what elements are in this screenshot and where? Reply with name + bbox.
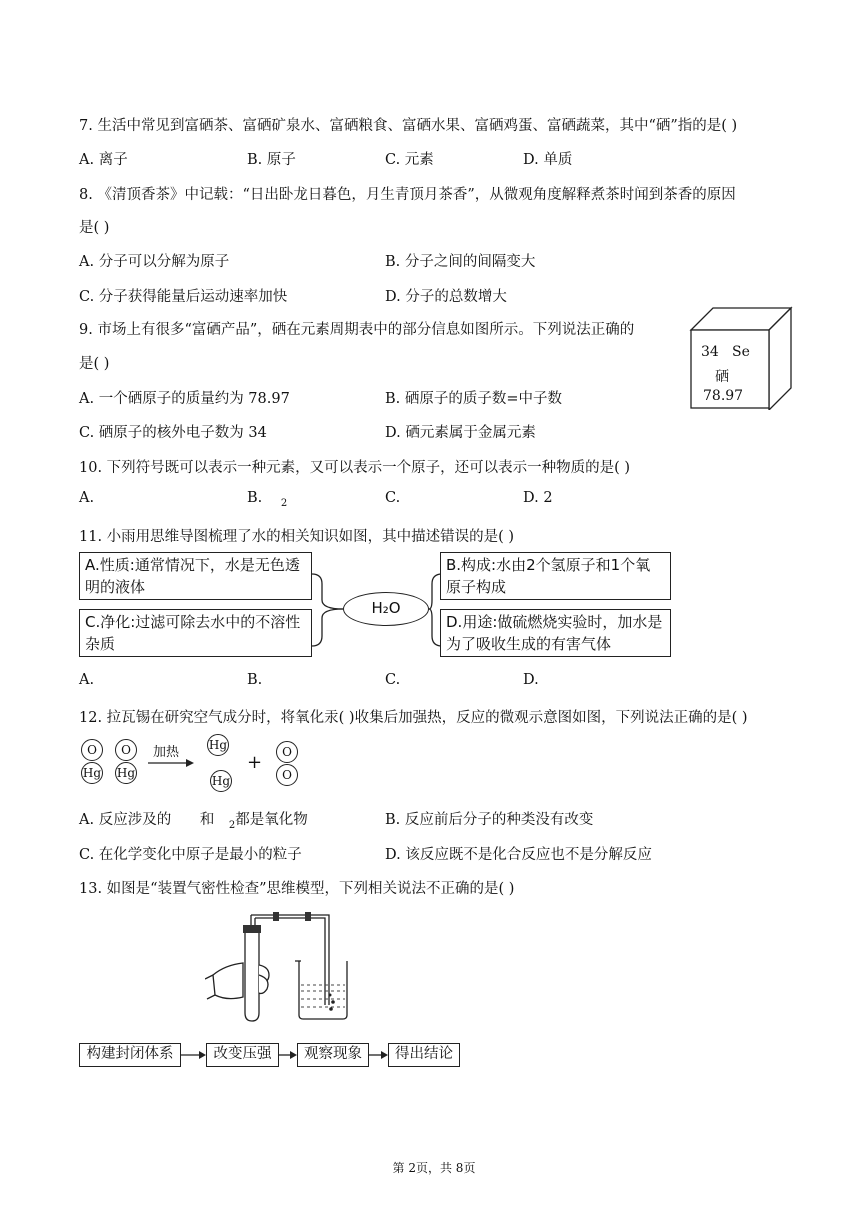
q10-option-b — [247, 490, 287, 509]
flow-arrow-icon — [181, 1050, 207, 1060]
atom-hg: Hg — [115, 762, 137, 784]
atom-hg: Hg — [207, 734, 229, 756]
q10-option-d: D. 2 — [523, 490, 553, 506]
flow-step-3: 观察现象 — [297, 1043, 369, 1067]
element-name: 硒 — [715, 369, 729, 385]
q7-option-b: B. 原子 — [247, 152, 296, 168]
q12-option-b: B. 反应前后分子的种类没有改变 — [385, 812, 594, 828]
atom-hg: Hg — [81, 762, 103, 784]
q10-option-c: C. — [385, 490, 401, 506]
flow-step-1: 构建封闭体系 — [79, 1043, 181, 1067]
flow-step-4: 得出结论 — [388, 1043, 460, 1067]
arrow-label-heat: 加热 — [153, 745, 180, 760]
q7-option-d: D. 单质 — [523, 152, 573, 168]
q13-stem: 13. 如图是“装置气密性检查”思维模型，下列相关说法不正确的是( ) — [79, 881, 515, 897]
atom-o: O — [81, 739, 103, 761]
element-symbol: Se — [732, 344, 750, 360]
q8-option-a: A. 分子可以分解为原子 — [79, 254, 230, 270]
q7-option-c: C. 元素 — [385, 152, 434, 168]
plus-sign: + — [247, 752, 263, 773]
q12-option-a — [79, 808, 308, 831]
q9-option-c: C. 硒原子的核外电子数为 34 — [79, 425, 267, 441]
mindmap-box-a: A.性质:通常情况下，水是无色透明的液体 — [79, 552, 312, 600]
atom-o: O — [276, 741, 298, 763]
q9-stem-line1: 9. 市场上有很多“富硒产品”，硒在元素周期表中的部分信息如图所示。下列说法正确的 — [79, 322, 635, 338]
mindmap-box-d: D.用途:做硫燃烧实验时，加水是为了吸收生成的有害气体 — [440, 609, 671, 657]
q8-option-b: B. 分子之间的间隔变大 — [385, 254, 536, 270]
q8-stem-line2: 是( ) — [79, 220, 110, 236]
selenium-element-card — [689, 306, 793, 410]
q12-stem: 12. 拉瓦锡在研究空气成分时，将氧化汞( )收集后加强热，反应的微观示意图如图，下列说法正确的是( ) — [79, 710, 748, 726]
q12-option-a-subscript: 2 — [228, 819, 236, 831]
q9-option-b: B. 硒原子的质子数=中子数 — [385, 391, 563, 407]
mindmap-center-h2o: H₂O — [343, 592, 429, 626]
atom-o: O — [115, 739, 137, 761]
q11-stem: 11. 小雨用思维导图梳理了水的相关知识如图，其中描述错误的是( ) — [79, 529, 515, 545]
mindmap-box-c: C.净化:过滤可除去水中的不溶性杂质 — [79, 609, 312, 657]
flow-step-2: 改变压强 — [206, 1043, 279, 1067]
q8-stem-line1: 8. 《清顶香茶》中记载：“日出卧龙日暮色，月生青顶月茶香”，从微观角度解释煮茶时闻到茶香的原因 — [79, 187, 736, 203]
q10-option-a: A. — [79, 490, 95, 506]
atom-o: O — [276, 764, 298, 786]
airtightness-apparatus-illustration — [205, 905, 355, 1023]
atom-hg: Hg — [210, 770, 232, 792]
element-mass: 78.97 — [703, 388, 744, 404]
q12-option-a-text2: 和 — [199, 812, 215, 828]
q11-option-b: B. — [247, 672, 263, 688]
flow-arrow-icon — [369, 1050, 389, 1060]
q11-option-a: A. — [79, 672, 95, 688]
q9-option-a: A. 一个硒原子的质量约为 78.97 — [79, 391, 290, 407]
q8-option-c: C. 分子获得能量后运动速率加快 — [79, 289, 288, 305]
page-footer: 第 2页，共 8页 — [392, 1161, 476, 1175]
q10-option-b-label: B. — [247, 490, 263, 506]
mindmap-box-b: B.构成:水由2个氢原子和1个氧原子构成 — [440, 552, 671, 600]
q10-stem: 10. 下列符号既可以表示一种元素，又可以表示一个原子，还可以表示一种物质的是( ) — [79, 460, 631, 476]
element-number: 34 — [701, 344, 719, 360]
reaction-arrow-icon — [148, 758, 194, 768]
q10-option-b-subscript: 2 — [280, 497, 288, 509]
q12-option-a-text1: A. 反应涉及的 — [79, 812, 172, 828]
q11-option-d: D. — [523, 672, 539, 688]
q7-option-a: A. 离子 — [79, 152, 128, 168]
q12-option-a-text3: 都是氧化物 — [235, 812, 308, 828]
q12-option-c: C. 在化学变化中原子是最小的粒子 — [79, 847, 302, 863]
q9-option-d: D. 硒元素属于金属元素 — [385, 425, 536, 441]
q12-option-d: D. 该反应既不是化合反应也不是分解反应 — [385, 847, 652, 863]
q11-option-c: C. — [385, 672, 401, 688]
q7-stem: 7. 生活中常见到富硒茶、富硒矿泉水、富硒粮食、富硒水果、富硒鸡蛋、富硒蔬菜，其中“硒”指的是( ) — [79, 118, 738, 134]
q8-option-d: D. 分子的总数增大 — [385, 289, 507, 305]
flow-arrow-icon — [279, 1050, 298, 1060]
q9-stem-line2: 是( ) — [79, 356, 110, 372]
